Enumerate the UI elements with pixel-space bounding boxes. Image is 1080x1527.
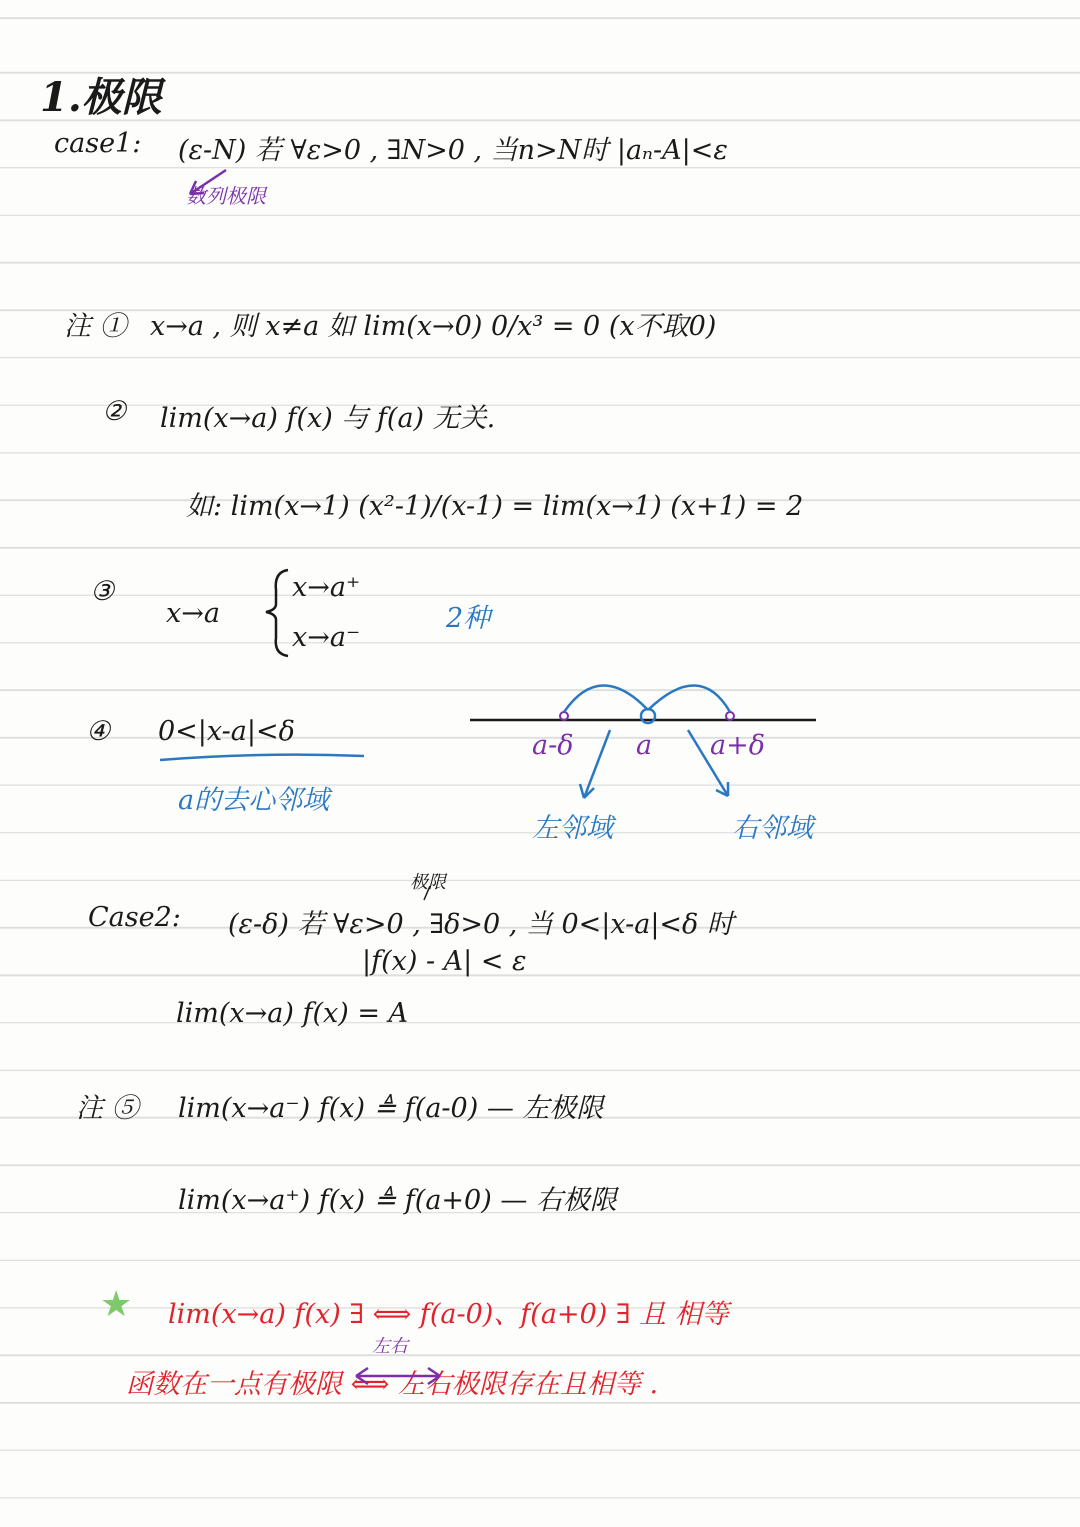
note4-text: 0<|x-a|<δ [158,716,295,747]
diagram-left-label: a-δ [532,730,574,761]
note3-case-plus: x→a⁺ [292,572,361,603]
page-title: 1.极限 [40,74,162,121]
note1-marker: 注 ① [64,311,127,342]
diagram-right-label: a+δ [710,730,765,761]
right-neighborhood-arc [648,685,730,712]
note4-note: a的去心邻域 [178,785,330,816]
note3-lhs: x→a [166,598,220,629]
note3-marker: ③ [90,576,115,607]
right-note-arrow [688,730,728,796]
case2-inequality: |f(x) - A| < ε [362,946,527,977]
note2-marker: ② [102,396,127,427]
case1-label: case1: [54,128,142,159]
case2-label: Case2: [88,902,181,933]
note1-text: x→a , 则 x≠a 如 lim(x→0) 0/x³ = 0 (x不取0) [150,311,717,342]
case1-definition: (ε-N) 若 ∀ε>0 , ∃N>0 , 当n>N时 |aₙ-A|<ε [178,135,728,166]
diagram-left-note: 左邻域 [532,813,613,844]
note5-left-limit: lim(x→a⁻) f(x) ≜ f(a-0) — 左极限 [178,1093,604,1124]
note5-marker: 注 ⑤ [76,1093,139,1124]
left-note-arrow [580,730,610,798]
note2-example: 如: lim(x→1) (x²-1)/(x-1) = lim(x→1) (x+1) = 2 [186,491,804,522]
note4-marker: ④ [86,716,111,747]
note5-right-limit: lim(x→a⁺) f(x) ≜ f(a+0) — 右极限 [178,1185,617,1216]
conclusion-line2: 函数在一点有极限 ⟺ 左右极限存在且相等 . [126,1369,659,1400]
note2-text: lim(x→a) f(x) 与 f(a) 无关. [160,403,496,434]
star-icon: ★ [100,1284,133,1325]
case2-result: lim(x→a) f(x) = A [176,998,409,1029]
case1-note: 数列极限 [186,184,266,208]
conclusion-line1: lim(x→a) f(x) ∃ ⟺ f(a-0)、f(a+0) ∃ 且 相等 [168,1299,729,1330]
left-neighborhood-arc [564,685,648,712]
equivalence-arrow [356,1368,440,1384]
case1-arrow [190,170,226,194]
note4-underline [160,755,364,760]
note3-note: 2种 [446,603,491,634]
case2-annotation: 极限 [410,872,446,893]
case2-definition: (ε-δ) 若 ∀ε>0 , ∃δ>0 , 当 0<|x-a|<δ 时 [228,909,734,940]
diagram-center-label: a [636,730,653,761]
diagram-right-note: 右邻域 [732,813,813,844]
case2-annotation-mark [424,886,430,900]
conclusion-annotation: 左右 [372,1336,408,1357]
note3-brace [266,570,288,656]
note3-case-minus: x→a⁻ [292,622,361,653]
